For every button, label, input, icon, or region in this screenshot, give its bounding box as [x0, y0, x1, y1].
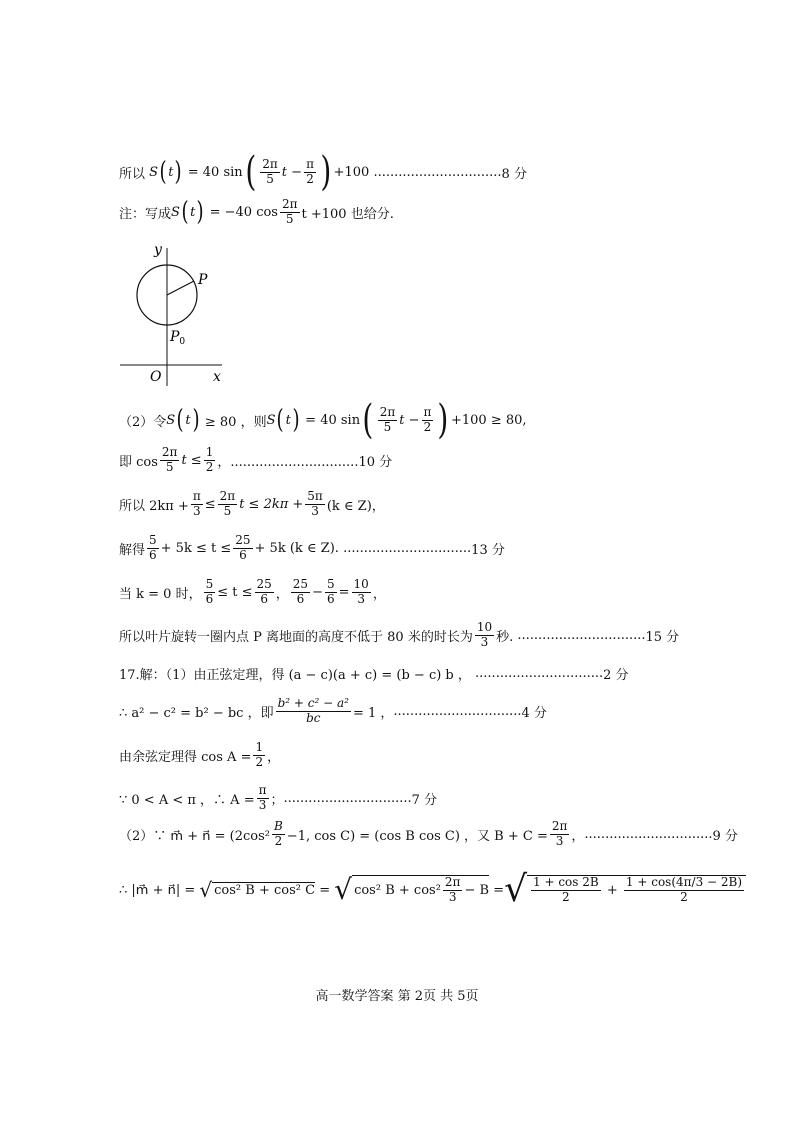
- text: S: [266, 412, 276, 428]
- fraction: $\frac{2\pi}{5}$: [379, 404, 396, 434]
- text: ≤: [204, 496, 216, 512]
- conclusion-line: [119, 621, 679, 650]
- text: 所以 2kπ +: [119, 498, 189, 514]
- text: =: [493, 882, 505, 898]
- problem-17-line: [119, 664, 629, 683]
- leader-dots: ...............................: [283, 790, 412, 806]
- text: 秒.: [496, 629, 514, 645]
- text: +100 ≥ 80,: [451, 412, 527, 428]
- fraction: $\frac{25}{6}$: [256, 577, 272, 606]
- score: 9 分: [712, 828, 738, 844]
- fraction: $\frac{\pi}{3}$: [258, 783, 267, 812]
- equation-line-part2: （2）令 S ( t ) ≥ 80 ，则 S ( t ) = 40 sin ( $\frac{2\pi}{5}$ t − $\frac{\pi}{2}$ ) +100 ≥ 80,: [119, 397, 527, 443]
- text: 17.解：（1）由正弦定理，得 (a − c)(a + c) = (b − c) b ，: [119, 668, 471, 683]
- score: 7 分: [411, 792, 438, 808]
- fraction: $\frac{1 + \cos 2B}{2}$: [533, 875, 599, 904]
- text: ∴ a² − c² = b² − bc ，即: [119, 705, 274, 721]
- text: +100: [333, 164, 370, 180]
- y-label: y: [154, 242, 162, 258]
- text: t: [168, 164, 174, 180]
- text: t: [185, 412, 191, 428]
- fraction: $\frac{25}{6}$: [235, 533, 251, 562]
- fraction: $\frac{5\pi}{3}$: [307, 489, 323, 518]
- text: ≤ t ≤: [217, 584, 253, 600]
- fraction: $\frac{\pi}{3}$: [192, 489, 201, 518]
- score: 15 分: [645, 629, 680, 645]
- text: −1, cos C) = (cos B cos C) ，又 B + C =: [286, 828, 548, 844]
- text: 所以: [119, 166, 146, 182]
- fraction: $\frac{5}{6}$: [205, 577, 214, 606]
- fraction: $\frac{\text{b² + c² − a²}}{bc}$: [277, 696, 349, 725]
- fraction: $\frac{25}{6}$: [292, 577, 309, 606]
- text: t ≤ 2kπ +: [239, 496, 304, 512]
- equation-line-range: [119, 490, 385, 519]
- text: 由余弦定理得 cos A =: [119, 749, 252, 765]
- text: =: [319, 882, 331, 898]
- text: （2）∵ m⃗ + n⃗ = (2cos²: [119, 828, 270, 844]
- text: cos² B + cos²: [354, 883, 441, 898]
- text: t: [281, 164, 288, 180]
- leader-dots: ...............................: [373, 164, 502, 180]
- text: S: [149, 164, 159, 180]
- page-footer: 高一数学答案 第 2页 共 5页: [315, 989, 479, 1004]
- origin-label: O: [150, 369, 162, 385]
- fraction: $\frac{1}{2}$: [205, 445, 214, 474]
- fraction: $\frac{2\pi}{5}$: [161, 445, 178, 474]
- fraction: $\frac{1}{2}$: [255, 740, 264, 769]
- text: ，: [571, 828, 585, 844]
- fraction: $\frac{10}{3}$: [476, 620, 493, 649]
- text: cos² B + cos² C: [214, 883, 316, 898]
- text: 解得: [119, 542, 146, 558]
- leader-dots: ...............................: [584, 826, 713, 842]
- equation-line-magnitude: ∴ |m⃗ + n⃗| = √ cos² B + cos² C = √ cos² B + cos² $\frac{2\pi}{3}$ − B = √ $\frac{1 + \cos 2B}{2}$ + $\frac{1 + \cos(4\pi/3 - 2B)}{2}$: [119, 872, 746, 908]
- equation-line-cos: [119, 446, 392, 475]
- point-p-label: P: [198, 272, 208, 288]
- text: ≥ 80 ，则: [204, 414, 267, 430]
- fraction: $\frac{1 + \cos(4\pi/3 - 2B)}{2}$: [625, 875, 743, 904]
- text: t: [190, 204, 196, 220]
- text: = 1 ，: [352, 705, 394, 721]
- text: − B: [464, 883, 490, 898]
- text: ∴ |m⃗ + n⃗| =: [119, 882, 196, 898]
- score: 10 分: [358, 454, 393, 470]
- equation-line-sides: [119, 697, 547, 726]
- equation-line-vector: [119, 820, 738, 849]
- text: 所以叶片旋转一圈内点 P 离地面的高度不低于 80 米的时长为: [119, 629, 473, 645]
- text: （2）令: [119, 414, 167, 430]
- score: 2 分: [603, 668, 629, 683]
- text: S: [166, 412, 176, 428]
- text: ∵ 0 < A < π ，∴ A =: [119, 792, 255, 808]
- score: 13 分: [471, 542, 505, 558]
- leader-dots: ...............................: [343, 540, 472, 556]
- text: 即 cos: [119, 454, 158, 470]
- leader-dots: ...............................: [475, 666, 604, 681]
- circle-figure: [110, 238, 240, 388]
- fraction: $\frac{B}{2}$: [273, 819, 283, 848]
- text: (k ∈ Z)，: [326, 498, 385, 514]
- equation-line-cosA: [119, 741, 280, 770]
- text: S: [171, 204, 180, 220]
- fraction: $\frac{\pi}{2}$: [423, 404, 432, 434]
- fraction: $\frac{\pi}{2}$: [306, 156, 314, 186]
- text: t: [285, 412, 291, 428]
- leader-dots: ...............................: [393, 703, 522, 719]
- equation-line-s-t: 所以 S ( t ) = 40 sin ( $\frac{2\pi}{5}$ t − $\frac{\pi}{2}$ ) +100 ............................... 8 分: [119, 149, 527, 195]
- note-line: 注：写成 S ( t ) = −40 cos $\frac{2\pi}{5}$ t +100 也给分.: [119, 197, 394, 228]
- fraction: $\frac{2\pi}{5}$: [262, 156, 278, 186]
- text: t +100 也给分.: [301, 206, 394, 222]
- text: 当 k = 0 时，: [119, 586, 202, 602]
- fraction: $\frac{5}{6}$: [149, 533, 157, 562]
- score: 4 分: [521, 705, 547, 721]
- fraction: $\frac{2\pi}{3}$: [444, 875, 461, 904]
- equation-line-solve: [119, 534, 505, 563]
- text: = 40 sin: [305, 412, 361, 428]
- text: 注：写成: [119, 206, 172, 222]
- point-p0-label: $P_0$: [170, 329, 186, 347]
- fraction: $\frac{2\pi}{5}$: [219, 489, 236, 518]
- text: ；: [270, 792, 284, 808]
- text: =: [338, 584, 350, 600]
- text: ，: [267, 749, 281, 765]
- score: 8 分: [501, 166, 527, 182]
- fraction: $\frac{5}{6}$: [326, 577, 335, 606]
- radical: [352, 875, 489, 905]
- text: + 5k ≤ t ≤: [160, 540, 232, 556]
- text: t: [399, 412, 405, 428]
- text: −: [312, 584, 323, 600]
- text: + 5k (k ∈ Z).: [254, 540, 339, 556]
- fraction: $\frac{2\pi}{3}$: [551, 819, 568, 848]
- fraction: $\frac{10}{3}$: [353, 577, 369, 606]
- text: = 40 sin: [187, 164, 243, 180]
- text: ，: [372, 586, 386, 602]
- fraction: $\frac{2\pi}{5}$: [281, 197, 298, 226]
- leader-dots: ，...............................: [217, 454, 359, 470]
- equation-line-k0: [119, 578, 386, 607]
- text: ，: [275, 586, 289, 602]
- text: t ≤: [181, 452, 202, 468]
- radical: $\frac{1 + \cos 2B}{2}$ + $\frac{1 + \cos(4\pi/3 - 2B)}{2}$: [527, 875, 746, 905]
- leader-dots: ...............................: [517, 627, 646, 643]
- radius-line: [167, 281, 194, 295]
- equation-line-A: [119, 784, 437, 813]
- x-label: x: [213, 369, 221, 385]
- text: = −40 cos: [209, 204, 278, 220]
